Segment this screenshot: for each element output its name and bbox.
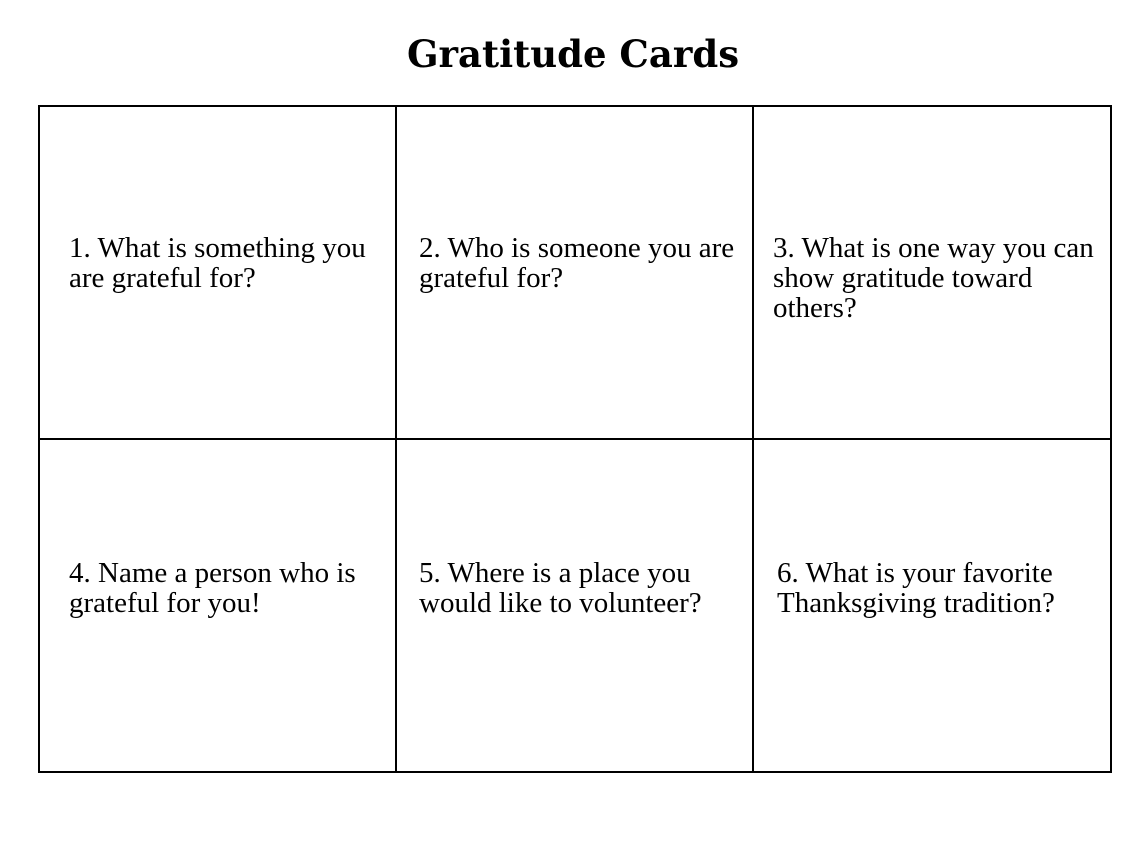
card-4-question: 4. Name a person who is grateful for you! bbox=[69, 557, 356, 619]
card-3-question: 3. What is one way you can show gratitude toward others? bbox=[773, 232, 1094, 324]
card-2-question: 2. Who is someone you are grateful for? bbox=[419, 232, 735, 294]
page-title: Gratitude Cards bbox=[406, 32, 740, 76]
card-5-question: 5. Where is a place you would like to volunteer? bbox=[419, 557, 702, 619]
card-6 bbox=[754, 440, 1110, 771]
card-1 bbox=[40, 107, 397, 440]
card-4 bbox=[40, 440, 397, 771]
card-1-question: 1. What is something you are grateful for? bbox=[69, 232, 366, 294]
card-5 bbox=[397, 440, 754, 771]
gratitude-card-grid bbox=[38, 105, 1112, 773]
card-2 bbox=[397, 107, 754, 440]
card-3 bbox=[754, 107, 1110, 440]
card-6-question: 6. What is your favorite Thanksgiving tradition? bbox=[777, 557, 1055, 619]
